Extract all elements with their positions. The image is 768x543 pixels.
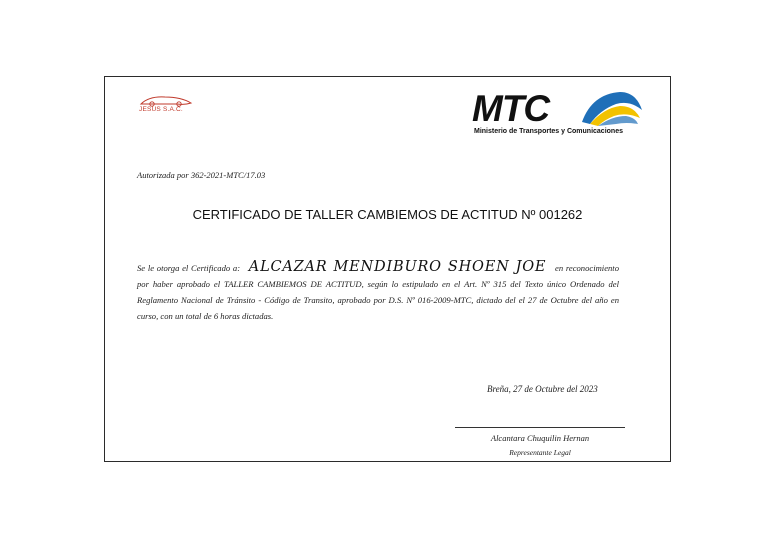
certificate-title: CERTIFICADO DE TALLER CAMBIEMOS DE ACTITUD Nº 001262 <box>192 207 583 222</box>
signature-line <box>455 427 625 428</box>
signer-name: Alcantara Chuquilin Hernan <box>490 433 590 443</box>
body-intro: Se le otorga el Certificado a: <box>137 263 241 273</box>
issue-date: Breña, 27 de Octubre del 2023 <box>487 384 598 394</box>
mtc-logo-subtitle: Ministerio de Transportes y Comunicaciones <box>474 128 623 135</box>
company-logo-text: JESUS S.A.C. <box>139 106 183 113</box>
grantee-name: ALCAZAR MENDIBURO SHOEN JOE <box>248 259 547 275</box>
body-text: en reconocimiento por haber aprobado el TALLER CAMBIEMOS DE ACTITUD, según lo estipulado en el Art. Nº 315 del Texto único Ordenado del Reglamento Nacional de Tránsito - Código de Transito, aprobado por D.S. Nº 016-2009-MTC, dictado del el 27 de Octubre del año en curso, con un total de 6 horas dictadas. <box>137 263 619 321</box>
signer-role: Representante Legal <box>509 448 571 457</box>
certificate-body <box>137 259 619 324</box>
mtc-logo-text: MTC <box>472 88 550 129</box>
authorization-note: Autorizada por 362-2021-MTC/17.03 <box>137 170 266 180</box>
